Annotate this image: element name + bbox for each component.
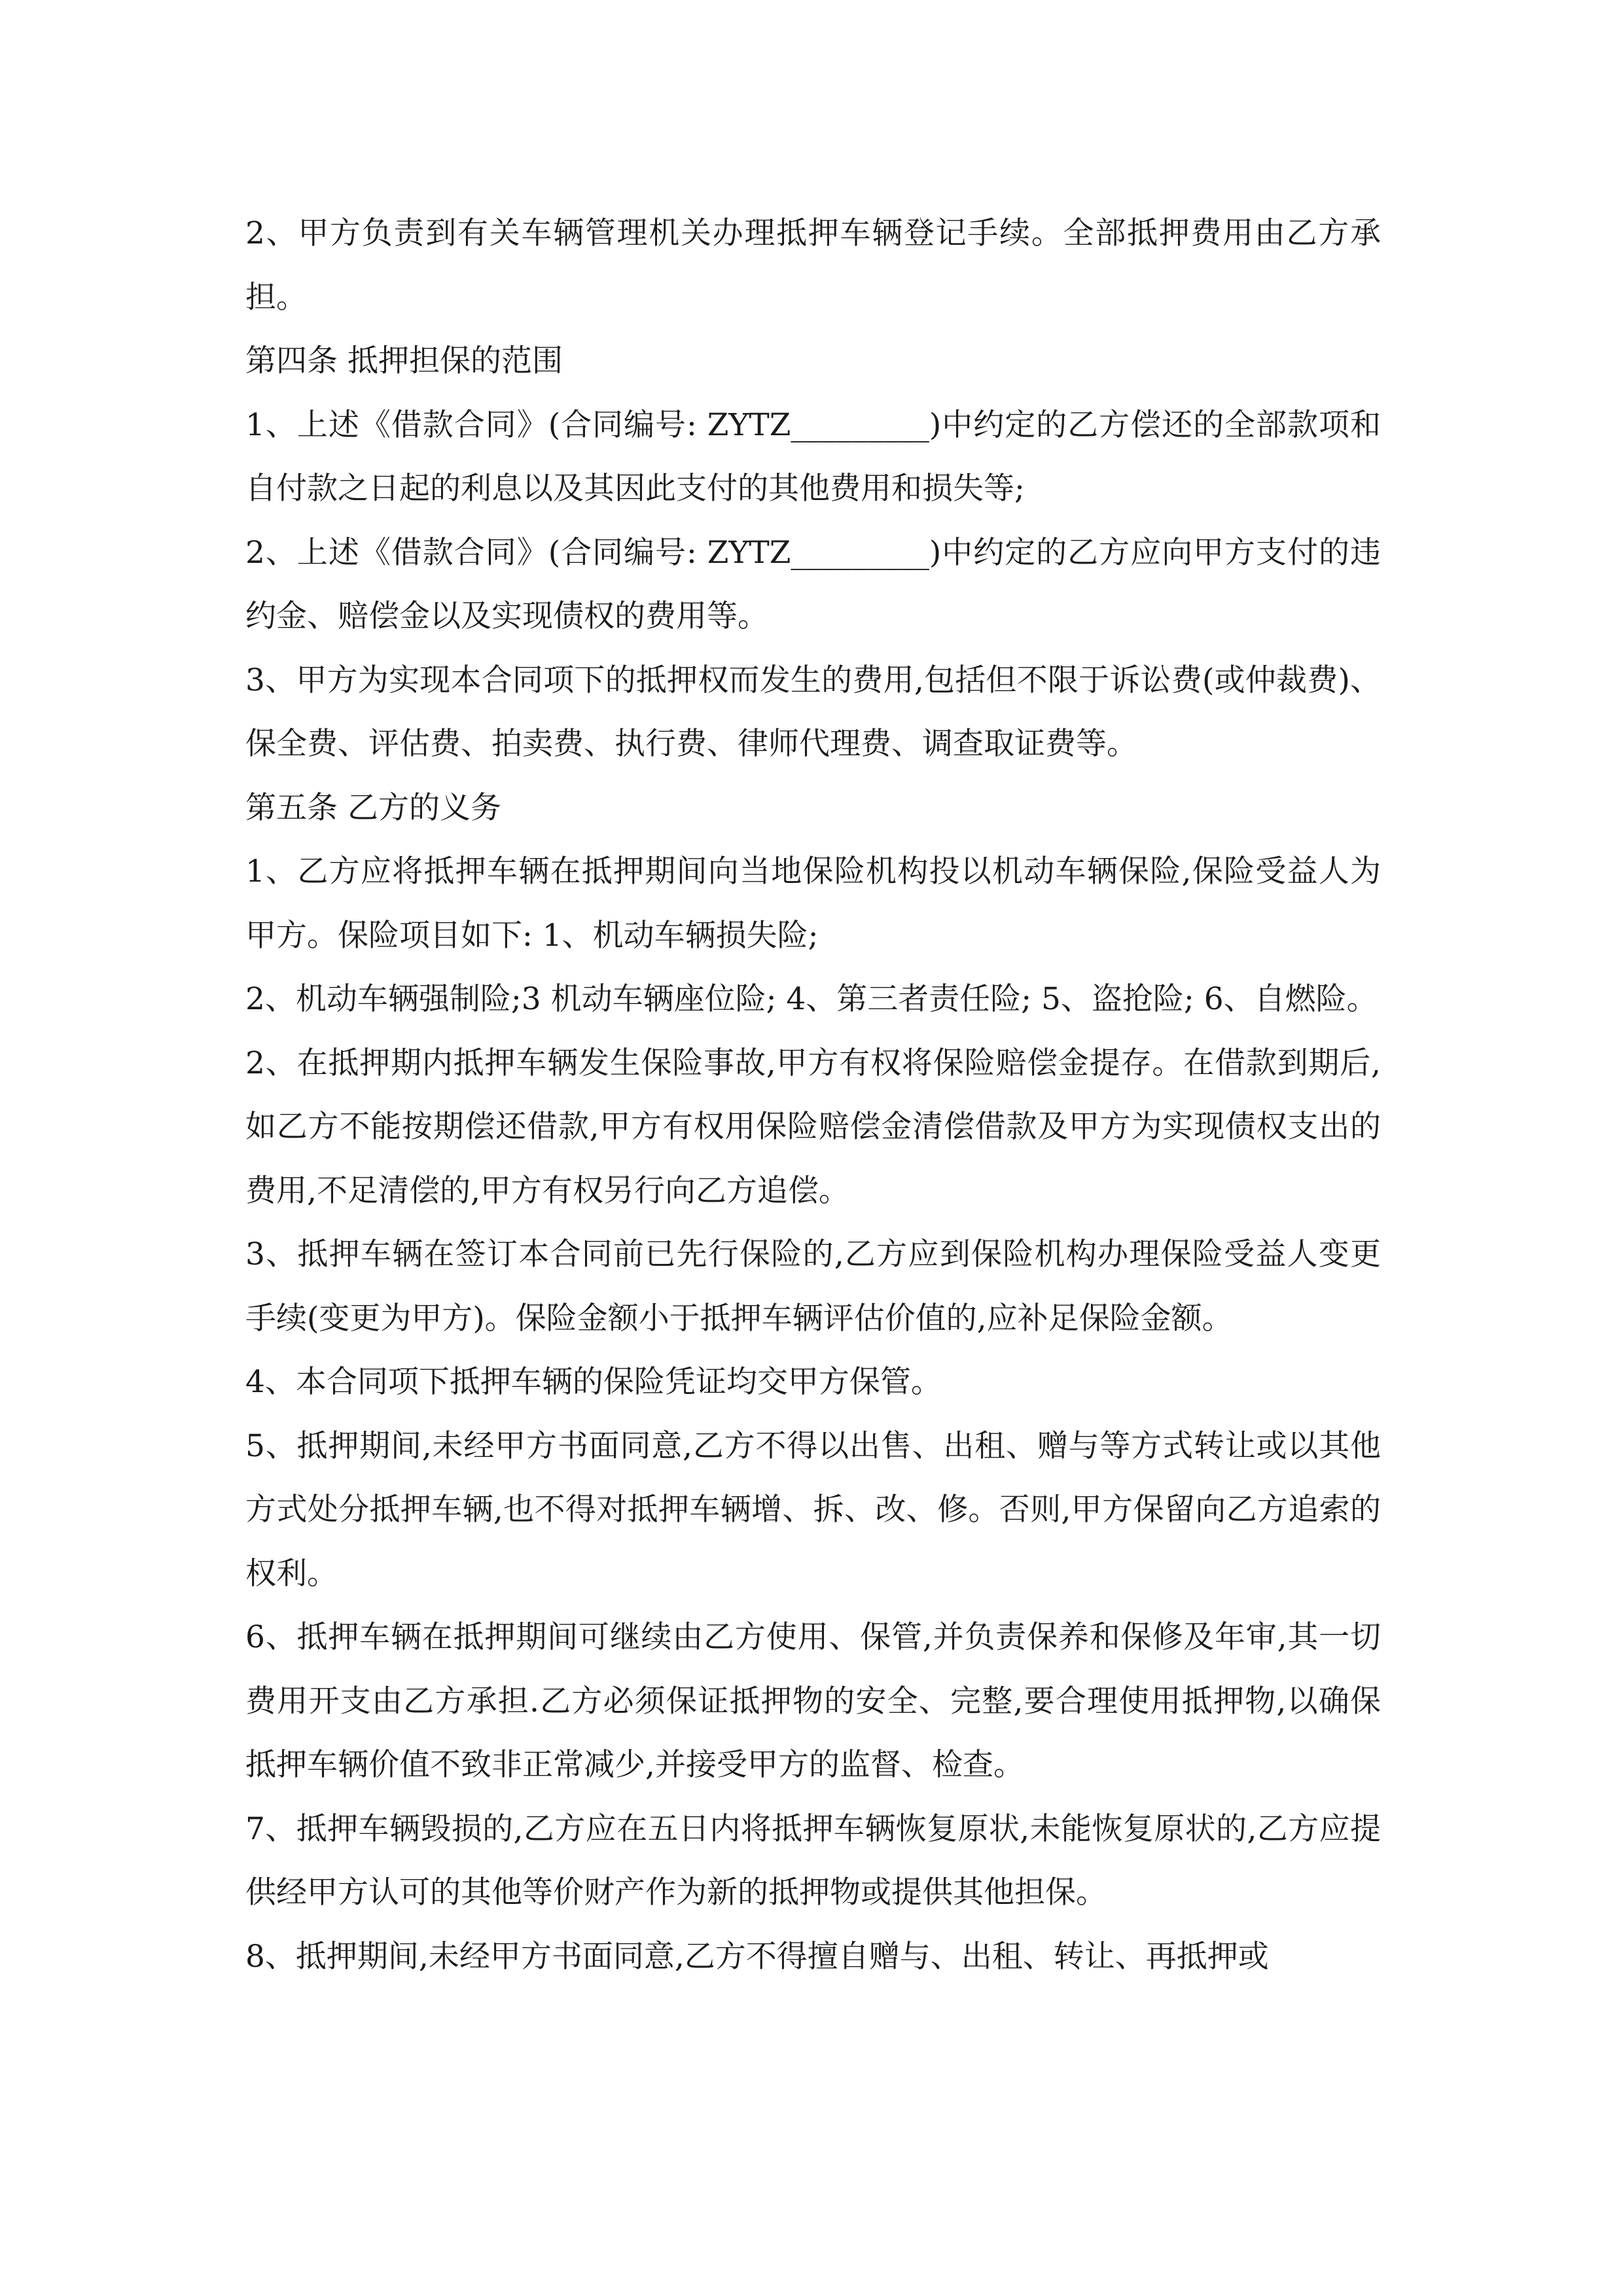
article-4-item-2: 2、上述《借款合同》(合同编号: ZYTZ_________)中约定的乙方应向甲方支付的违约金、赔偿金以及实现债权的费用等。 xyxy=(245,534,1381,634)
article-5-item-3: 3、抵押车辆在签订本合同前已先行保险的,乙方应到保险机构办理保险受益人变更手续(变更为甲方)。保险金额小于抵押车辆评估价值的,应补足保险金额。 xyxy=(245,1236,1381,1336)
article-4-item-1: 1、上述《借款合同》(合同编号: ZYTZ_________)中约定的乙方偿还的全部款项和自付款之日起的利息以及其因此支付的其他费用和损失等; xyxy=(245,406,1381,507)
article-4-item-3: 3、甲方为实现本合同项下的抵押权而发生的费用,包括但不限于诉讼费(或仲裁费)、保全费、评估费、拍卖费、执行费、律师代理费、调查取证费等。 xyxy=(245,662,1381,762)
insurance-items-list: 2、机动车辆强制险;3 机动车辆座位险; 4、第三者责任险; 5、盗抢险; 6、自燃险。 xyxy=(245,981,1378,1017)
article-5-item-7: 7、抵押车辆毁损的,乙方应在五日内将抵押车辆恢复原状,未能恢复原状的,乙方应提供经甲方认可的其他等价财产作为新的抵押物或提供其他担保。 xyxy=(245,1810,1381,1910)
article-5-item-8: 8、抵押期间,未经甲方书面同意,乙方不得擅自赠与、出租、转让、再抵押或 xyxy=(245,1938,1269,1975)
article-5-item-1: 1、乙方应将抵押车辆在抵押期间向当地保险机构投以机动车辆保险,保险受益人为甲方。保险项目如下: 1、机动车辆损失险; xyxy=(245,853,1381,954)
article-5-heading: 第五条 乙方的义务 xyxy=(245,789,501,826)
article-5-item-5: 5、抵押期间,未经甲方书面同意,乙方不得以出售、出租、赠与等方式转让或以其他方式处分抵押车辆,也不得对抵押车辆增、拆、改、修。否则,甲方保留向乙方追索的权利。 xyxy=(245,1427,1381,1592)
article-5-item-2: 2、在抵押期内抵押车辆发生保险事故,甲方有权将保险赔偿金提存。在借款到期后,如乙方不能按期偿还借款,甲方有权用保险赔偿金清偿借款及甲方为实现债权支出的费用,不足清偿的,甲方有权另行向乙方追偿。 xyxy=(245,1045,1381,1209)
clause-3-item-2: 2、甲方负责到有关车辆管理机关办理抵押车辆登记手续。全部抵押费用由乙方承担。 xyxy=(245,215,1381,315)
article-5-item-4: 4、本合同项下抵押车辆的保险凭证均交甲方保管。 xyxy=(245,1364,942,1400)
article-4-heading: 第四条 抵押担保的范围 xyxy=(245,343,563,379)
document-body xyxy=(245,202,1381,1988)
article-5-item-6: 6、抵押车辆在抵押期间可继续由乙方使用、保管,并负责保养和保修及年审,其一切费用开支由乙方承担.乙方必须保证抵押物的安全、完整,要合理使用抵押物,以确保抵押车辆价值不致非正常减少,并接受甲方的监督、检查。 xyxy=(245,1619,1381,1783)
